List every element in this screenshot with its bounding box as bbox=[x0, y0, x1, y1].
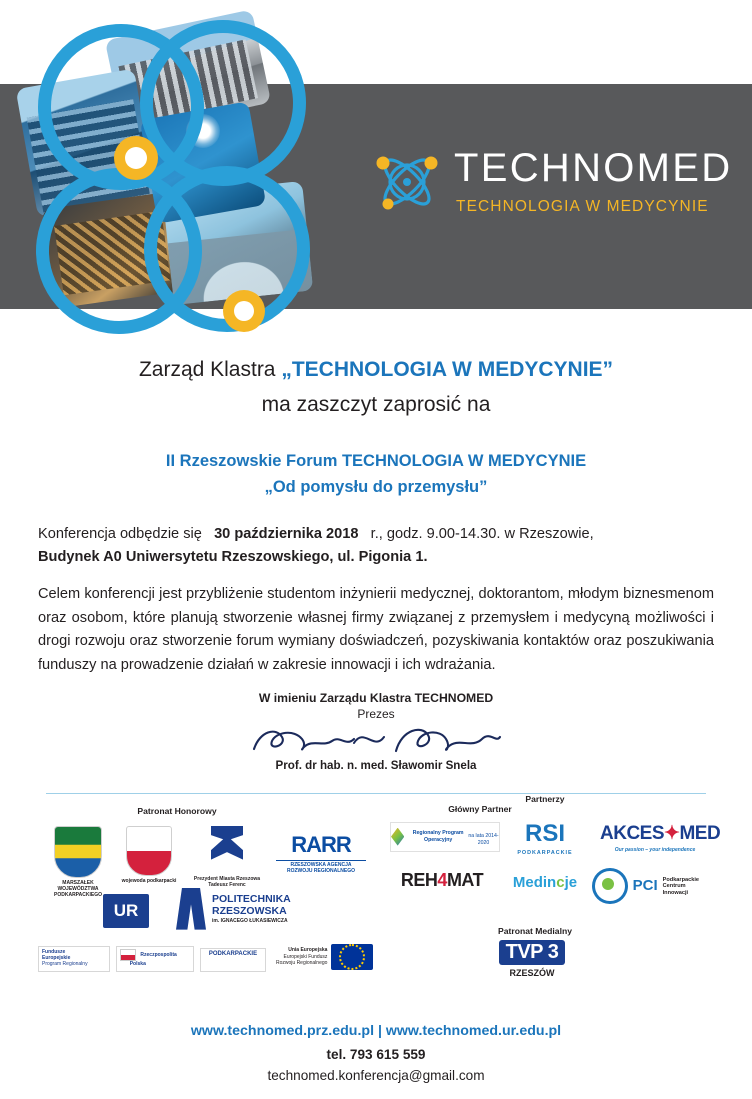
event-title-line2: „Od pomysłu do przemysłu” bbox=[264, 478, 488, 497]
document-body bbox=[0, 320, 752, 1012]
logo-rsi-podkarpackie bbox=[505, 820, 585, 856]
logo-wojewoda-podkarpacki bbox=[118, 826, 180, 884]
polish-eagle-icon bbox=[126, 826, 172, 876]
logo-caption: wojewoda podkarpacki bbox=[121, 877, 177, 884]
logo-rehamat bbox=[392, 870, 492, 891]
pci-wordmark: PCI bbox=[632, 877, 658, 895]
invitation-heading bbox=[0, 354, 752, 420]
invitation-line1-highlight: „TECHNOLOGIA W MEDYCYNIE” bbox=[281, 358, 614, 381]
rehamat-wordmark: REH4MAT bbox=[400, 869, 484, 890]
medincje-wordmark: Medincje bbox=[512, 873, 578, 891]
prz-mark-icon bbox=[176, 888, 206, 930]
logo-tvp3-rzeszow bbox=[492, 940, 572, 979]
footer-websites[interactable]: www.technomed.prz.edu.pl | www.technomed.ur.edu.pl bbox=[190, 1023, 562, 1039]
logo-caption: MARSZAŁEK WOJEWÓDZTWA PODKARPACKIEGO bbox=[54, 879, 102, 898]
event-title bbox=[0, 448, 752, 501]
technomed-logo bbox=[370, 140, 733, 240]
logo-rzeczpospolita-polska bbox=[116, 946, 194, 972]
heading-main-partner: Główny Partner bbox=[448, 803, 512, 814]
logo-subtitle: TECHNOLOGIA W MEDYCYNIE bbox=[456, 198, 709, 215]
logo-title: TECHNOMED bbox=[454, 146, 733, 190]
technomed-atom-icon bbox=[370, 142, 444, 222]
details-place: Budynek A0 Uniwersytetu Rzeszowskiego, ul. Pigonia 1. bbox=[38, 549, 428, 566]
partners-section bbox=[0, 793, 752, 1012]
footer bbox=[0, 1023, 752, 1083]
logo-caption: im. IGNACEGO ŁUKASIEWICZA bbox=[212, 918, 288, 925]
rsi-wordmark: RSI bbox=[524, 819, 565, 847]
rzeszow-crest-icon bbox=[203, 824, 251, 874]
rpo-wordmark: Regionalny Program Operacyjny na lata 2014-2020 bbox=[390, 822, 500, 852]
prz-wordmark: POLITECHNIKA RZESZOWSKA bbox=[212, 893, 291, 918]
divider bbox=[46, 793, 706, 794]
banner-photo-cluster bbox=[18, 18, 308, 308]
event-title-line1: II Rzeszowskie Forum TECHNOLOGIA W MEDYCYNIE bbox=[165, 452, 587, 470]
signature-handwriting bbox=[0, 721, 752, 757]
fundusze-europejskie-wordmark: Fundusze Europejskie Program Regionalny bbox=[38, 946, 110, 972]
logo-unia-europejska bbox=[276, 944, 373, 970]
logo-uniwersytet-rzeszowski bbox=[96, 894, 156, 928]
pci-circle-icon bbox=[592, 868, 628, 904]
yellow-dot-icon-1 bbox=[114, 136, 158, 180]
signature-on-behalf: W imieniu Zarządu Klastra TECHNOMED bbox=[258, 690, 494, 705]
logo-caption: Prezydent Miasta Rzeszowa Tadeusz Ferenc bbox=[193, 875, 261, 888]
heading-media-patronage: Patronat Medialny bbox=[497, 925, 573, 936]
invitation-line1-prefix: Zarząd Klastra bbox=[138, 358, 282, 381]
logo-caption: Our passion – your independence bbox=[614, 846, 696, 853]
signature-name: Prof. dr hab. n. med. Sławomir Snela bbox=[275, 758, 477, 772]
logo-akcesmed bbox=[600, 822, 721, 853]
rzeczpospolita-wordmark: Rzeczpospolita Polska bbox=[116, 946, 194, 972]
invitation-line2: ma zaszczyt zaprosić na bbox=[261, 392, 491, 416]
event-details bbox=[38, 523, 714, 678]
signature-block bbox=[0, 691, 752, 787]
ur-wordmark: UR bbox=[103, 894, 149, 928]
details-date: 30 października 2018 bbox=[214, 525, 359, 542]
tvp3-wordmark: TVP 3 bbox=[499, 940, 566, 965]
eu-flag-icon bbox=[331, 944, 373, 970]
details-prefix: Konferencja odbędzie się bbox=[38, 525, 202, 542]
logo-rarr bbox=[276, 832, 366, 874]
logo-podkarpackie bbox=[200, 948, 266, 972]
ue-caption: Unia Europejska Europejski Fundusz Rozwoju Regionalnego bbox=[276, 947, 328, 966]
marszalek-shield-icon bbox=[54, 826, 102, 878]
logo-medincje bbox=[500, 874, 590, 891]
rarr-wordmark: RARR bbox=[291, 831, 351, 857]
logo-prezydent-miasta-rzeszowa bbox=[184, 824, 270, 888]
logo-pci bbox=[592, 868, 712, 904]
logo-politechnika-rzeszowska bbox=[176, 888, 306, 930]
logo-caption: Podkarpackie Centrum Innowacji bbox=[662, 876, 700, 896]
details-middle: r., godz. 9.00-14.30. w Rzeszowie, bbox=[370, 525, 594, 542]
logo-caption: RZESZOWSKA AGENCJA ROZWOJU REGIONALNEGO bbox=[276, 860, 366, 874]
heading-partners: Partnerzy bbox=[525, 793, 565, 804]
footer-email[interactable]: technomed.konferencja@gmail.com bbox=[267, 1068, 485, 1083]
logo-marszalek-wojewodztwa-podkarpackiego bbox=[44, 826, 112, 898]
footer-phone: tel. 793 615 559 bbox=[326, 1047, 426, 1062]
header-banner bbox=[0, 0, 752, 320]
logo-regionalny-program-operacyjny bbox=[390, 822, 500, 852]
event-description: Celem konferencji jest przybliżenie studentom inżynierii medycznej, doktorantom, młodym biznesmenom oraz osobom, które planują stworzenie własnej firmy związanej z przemysłem i medycyną możliwości i drogi rozwoju oraz stworzenie forum wymiany doświadczeń, pozyskiwania kontaktów oraz poszukiwania funduszy na prowadzenie działań w zakresie innowacji i ich wdrażania. bbox=[38, 586, 714, 673]
akcesmed-wordmark: AKCES✦MED bbox=[600, 822, 721, 844]
signature-role: Prezes bbox=[357, 706, 395, 721]
podkarpackie-wordmark: PODKARPACKIE bbox=[200, 948, 266, 972]
heading-honorary-patronage: Patronat Honorowy bbox=[137, 805, 217, 816]
logo-fundusze-europejskie bbox=[38, 946, 110, 972]
logo-caption: RZESZÓW bbox=[509, 967, 555, 978]
event-details-paragraph bbox=[38, 523, 714, 570]
logo-caption: PODKARPACKIE bbox=[517, 849, 573, 856]
